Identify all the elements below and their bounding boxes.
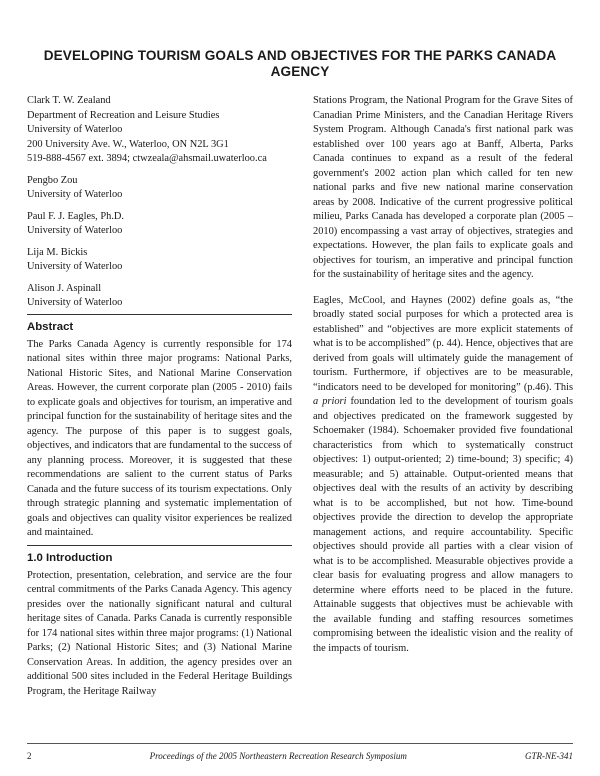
- author-address: 200 University Ave. W., Waterloo, ON N2L 3G1: [27, 138, 229, 150]
- author-name: Clark T. W. Zealand: [27, 95, 111, 106]
- paragraph-text: Eagles, McCool, and Haynes (2002) define goals as, “the broadly stated social purposes for which a protected area is established” and “objectives are more explicit statements of what is to be accomplished” (p. 44). Hence, objectives that are derived from goals will ultimately guide the management of tourism. Furthermore, if objectives are to be measurable, “indicators need to be developed for monitoring” (p.46). This: [313, 294, 573, 393]
- author-name: Lija M. Bickis: [27, 246, 88, 258]
- abstract-text: The Parks Canada Agency is currently responsible for 174 national sites within three major programs: National Parks, National Historic Sites, and National Marine Conservation Areas. However, the current corporate plan (2005 - 2010) fails to explicate goals and objectives for tourism, an imperative and principal function for the sustainability of heritage sites and the agency. The purpose of this paper is to suggest goals, objectives, and indicators that are fundamental to the success of any planning process. Moreover, it is suggested that these recommendations are salient to the current status of Parks Canada and the future success of its tourism expectations. Only through strategic planning and systematic implementation of goals and objectives can quality visitor experiences be realized and maintained.: [27, 338, 292, 538]
- author-affiliation: University of Waterloo: [27, 124, 123, 135]
- author-block: [27, 94, 292, 311]
- paper-title: DEVELOPING TOURISM GOALS AND OBJECTIVES FOR THE PARKS CANADA AGENCY: [43, 48, 557, 79]
- author-affiliation: University of Waterloo: [27, 225, 123, 236]
- author-affiliation: University of Waterloo: [27, 261, 123, 272]
- author-5: [27, 282, 292, 311]
- left-column: [27, 94, 292, 699]
- author-affiliation: University of Waterloo: [27, 297, 123, 308]
- page-number: 2: [27, 751, 32, 761]
- body-paragraph: Stations Program, the National Program for the Grave Sites of Canadian Prime Ministers, and the Canadian Heritage Rivers System Program. Although Canada's first national park was established over 100 years ago at Banff, Alberta, Parks Canada continues to expand as a result of the federal government's 2002 action plan which called for ten new national parks and five new national marine conservation areas by 2008. Indicative of the current progressive political milieu, Parks Canada has developed a corporate plan (2005 – 2010) encompassing a vast array of objectives, strategies and expectations. However, the plan fails to explicate goals and objectives for tourism, an imperative and principal function for the sustainability of heritage sites and the agency.: [313, 95, 573, 280]
- body-paragraph: [313, 294, 573, 657]
- author-3: [27, 210, 292, 239]
- report-id: GTR-NE-341: [524, 751, 573, 761]
- author-1: [27, 94, 292, 167]
- footer-divider: [27, 743, 573, 744]
- page-footer: [27, 751, 573, 761]
- section-divider: [27, 545, 292, 546]
- author-contact: 519-888-4567 ext. 3894; ctwzeala@ahsmail.uwaterloo.ca: [27, 153, 267, 164]
- introduction-text: Protection, presentation, celebration, and service are the four central commitments of the Parks Canada Agency. This agency presides over the nationally significant natural and cultural heritage sites of Canada. Parks Canada is currently responsible for 174 national sites within three major programs: (1) National Parks; (2) National Historic Sites; and (3) National Marine Conservation Areas. In addition, the agency presides over an additional 500 sites included in the Federal Heritage Buildings Program, the Heritage Railway: [27, 569, 292, 697]
- author-4: [27, 246, 292, 275]
- author-name: Pengbo Zou: [27, 174, 78, 186]
- italic-term: a priori: [313, 396, 347, 407]
- right-column: [313, 94, 573, 656]
- author-2: [27, 174, 292, 203]
- section-divider: [27, 314, 292, 315]
- paragraph-text: foundation led to the development of tourism goals and objectives predicated on the framework suggested by Schoemaker (1984). Schoemaker provided five foundational characteristics from which to systematically construct objectives: 1) output-oriented; 2) time-bound; 3) specific; 4) measurable; and 5) attainable. Output-oriented means that objectives deal with the results of an activity by describing what is to be accomplished, but not how. Time-bound objectives provide the direction to develop the appropriate management actions, and require accountability. Specific objectives should provide all parties with a clear vision of what is to be accomplished. Measurable objectives provide a clear basis for evaluating progress and allow managers to determine where efforts need to be placed in the future. Attainable suggests that objectives must be achievable with the available funding and staffing resources sometimes compromising between the idealistic vision and the reality of the impacts of tourism.: [313, 396, 573, 654]
- author-department: Department of Recreation and Leisure Studies: [27, 109, 220, 121]
- proceedings-title: Proceedings of the 2005 Northeastern Recreation Research Symposium: [149, 751, 407, 761]
- introduction-heading: 1.0 Introduction: [27, 551, 113, 564]
- author-name: Paul F. J. Eagles, Ph.D.: [27, 210, 125, 222]
- author-name: Alison J. Aspinall: [27, 282, 102, 294]
- author-affiliation: University of Waterloo: [27, 189, 123, 200]
- abstract-heading: Abstract: [27, 320, 74, 333]
